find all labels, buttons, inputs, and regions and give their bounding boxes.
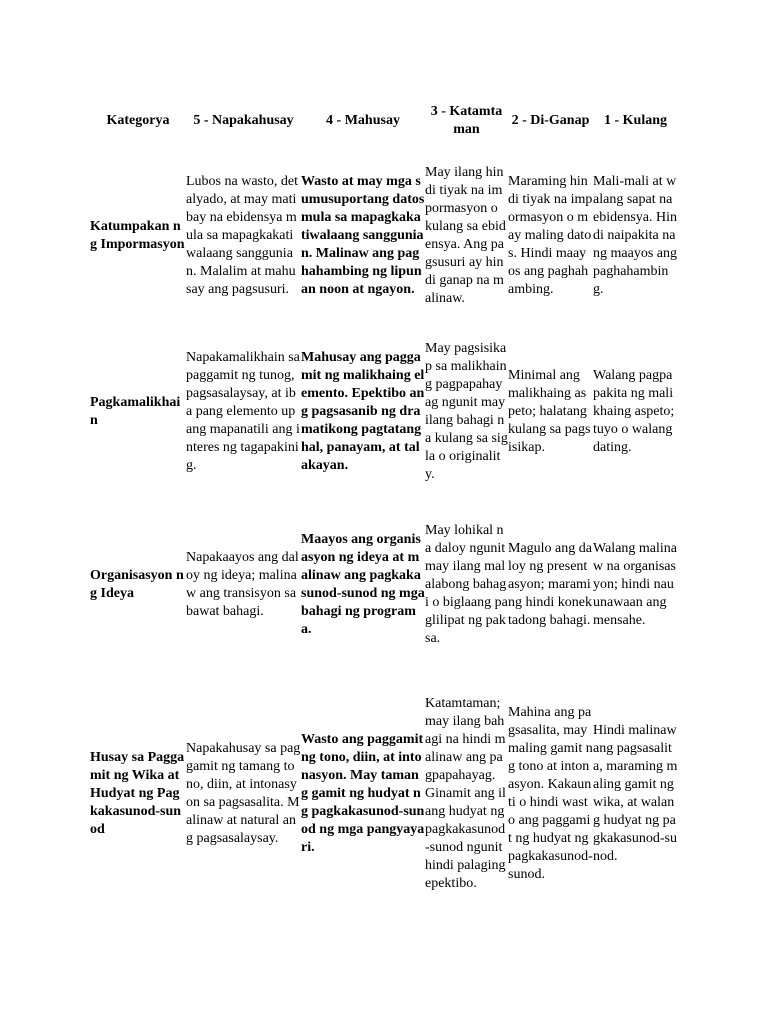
table-row bbox=[90, 150, 678, 322]
header-di-ganap: 2 - Di-Ganap bbox=[511, 113, 590, 128]
rubric-cell: Mahina ang pagsasalita, may maling gamit ng tono at intonasyon. Kakaunti o hindi wasto ang paggamit ng hudyat ng pagkakasunod-sunod. bbox=[508, 705, 593, 882]
rubric-cell: Napakamalikhain sa paggamit ng tunog, pagsasalaysay, at iba pang elemento upang mapanatili ang interes ng tagapakinig. bbox=[186, 350, 300, 473]
rubric-cell: Napakaayos ang daloy ng ideya; malinaw ang transisyon sa bawat bahagi. bbox=[186, 550, 299, 619]
category-cell: Katumpakan ng Impormasyon bbox=[90, 219, 185, 252]
rubric-cell: Mali-mali at walang sapat na ebidensya. Hindi naipakita nang maayos ang paghahambing. bbox=[593, 174, 677, 297]
category-cell: Organisasyon ng Ideya bbox=[90, 568, 184, 601]
category-cell: Pagkamalikhain bbox=[90, 395, 181, 428]
rubric-cell: May lohikal na daloy ngunit may ilang malalabong bahagi o biglaang paglilipat ng paksa. bbox=[425, 523, 508, 646]
table-row bbox=[90, 322, 678, 502]
rubric-cell: Minimal ang malikhaing aspeto; halatang kulang sa pagsisikap. bbox=[508, 368, 591, 455]
rubric-cell: Walang pagpapakita ng malikhaing aspeto; tuyo o walang dating. bbox=[593, 368, 675, 455]
rubric-cell: Hindi malinaw ang pagsasalita, maraming maling gamit ng wika, at walang hudyat ng pagkakasunod-sunod. bbox=[593, 723, 678, 864]
rubric-cell: Walang malinaw na organisasyon; hindi nauunawaan ang mensahe. bbox=[593, 541, 678, 628]
table-row bbox=[90, 668, 678, 920]
header-kulang: 1 - Kulang bbox=[603, 113, 667, 128]
rubric-cell: Wasto ang paggamit ng tono, diin, at intonasyon. May tamang gamit ng hudyat ng pagkakasunod-sunod ng mga pangyayari. bbox=[301, 732, 425, 855]
header-katamtaman: 3 - Katamtaman bbox=[430, 104, 503, 137]
rubric-cell: Magulo ang daloy ng presentasyon; maraming hindi konektadong bahagi. bbox=[508, 541, 592, 628]
header-kategorya: Kategorya bbox=[106, 113, 170, 128]
rubric-table bbox=[90, 92, 678, 920]
rubric-cell: Maraming hindi tiyak na impormasyon o may maling datos. Hindi maayos ang paghahambing. bbox=[508, 174, 593, 297]
rubric-cell: Napakahusay sa paggamit ng tamang tono, diin, at intonasyon sa pagsasalita. Malinaw at natural ang pagsasalaysay. bbox=[186, 741, 301, 846]
rubric-cell: May ilang hindi tiyak na impormasyon o kulang sa ebidensya. Ang pagsusuri ay hindi ganap na malinaw. bbox=[425, 165, 506, 306]
table-row bbox=[90, 502, 678, 668]
header-napakahusay: 5 - Napakahusay bbox=[193, 113, 294, 128]
rubric-cell: May pagsisikap sa malikhaing pagpapahayag ngunit may ilang bahagi na kulang sa sigla o originality. bbox=[425, 341, 508, 482]
rubric-cell: Lubos na wasto, detalyado, at may matibay na ebidensya mula sa mapagkakatiwalaang sanggunian. Malalim at mahusay ang pagsusuri. bbox=[186, 174, 298, 297]
header-row bbox=[90, 92, 678, 150]
header-mahusay: 4 - Mahusay bbox=[326, 113, 400, 128]
category-cell: Husay sa Paggamit ng Wika at Hudyat ng Pagkakasunod-sunod bbox=[90, 750, 185, 837]
rubric-cell: Mahusay ang paggamit ng malikhaing elemento. Epektibo ang pagsasanib ng dramatikong pagtatanghal, panayam, at talakayan. bbox=[301, 350, 425, 473]
rubric-cell: Maayos ang organisasyon ng ideya at malinaw ang pagkakasunod-sunod ng mga bahagi ng programa. bbox=[301, 532, 425, 637]
rubric-cell: Wasto at may mga sumusuportang datos mula sa mapagkakatiwalaang sanggunian. Malinaw ang paghahambing ng lipunan noon at ngayon. bbox=[301, 174, 425, 297]
rubric-cell: Katamtaman; may ilang bahagi na hindi malinaw ang pagpapahayag. Ginamit ang ilang hudyat ng pagkakasunod-sunod ngunit hindi palaging epektibo. bbox=[425, 696, 506, 891]
